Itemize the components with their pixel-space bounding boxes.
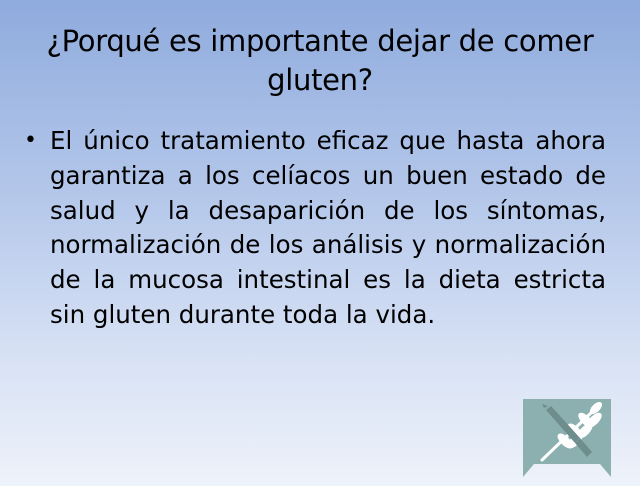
slide-title: ¿Porqué es importante dejar de comer gluten? — [46, 24, 594, 97]
emblem-graphic — [520, 396, 614, 480]
bullet-item — [24, 124, 606, 333]
wheat-knife-emblem-icon — [520, 396, 614, 480]
bullet-list — [24, 124, 606, 333]
bullet-text: El único tratamiento eficaz que hasta ahora garantiza a los celíacos un buen estado de salud y la desaparición de los síntomas, normalización de los análisis y normalización de la mucosa intestinal es la dieta estricta sin gluten durante toda la vida. — [50, 126, 606, 329]
bullet-marker: • — [24, 128, 37, 153]
